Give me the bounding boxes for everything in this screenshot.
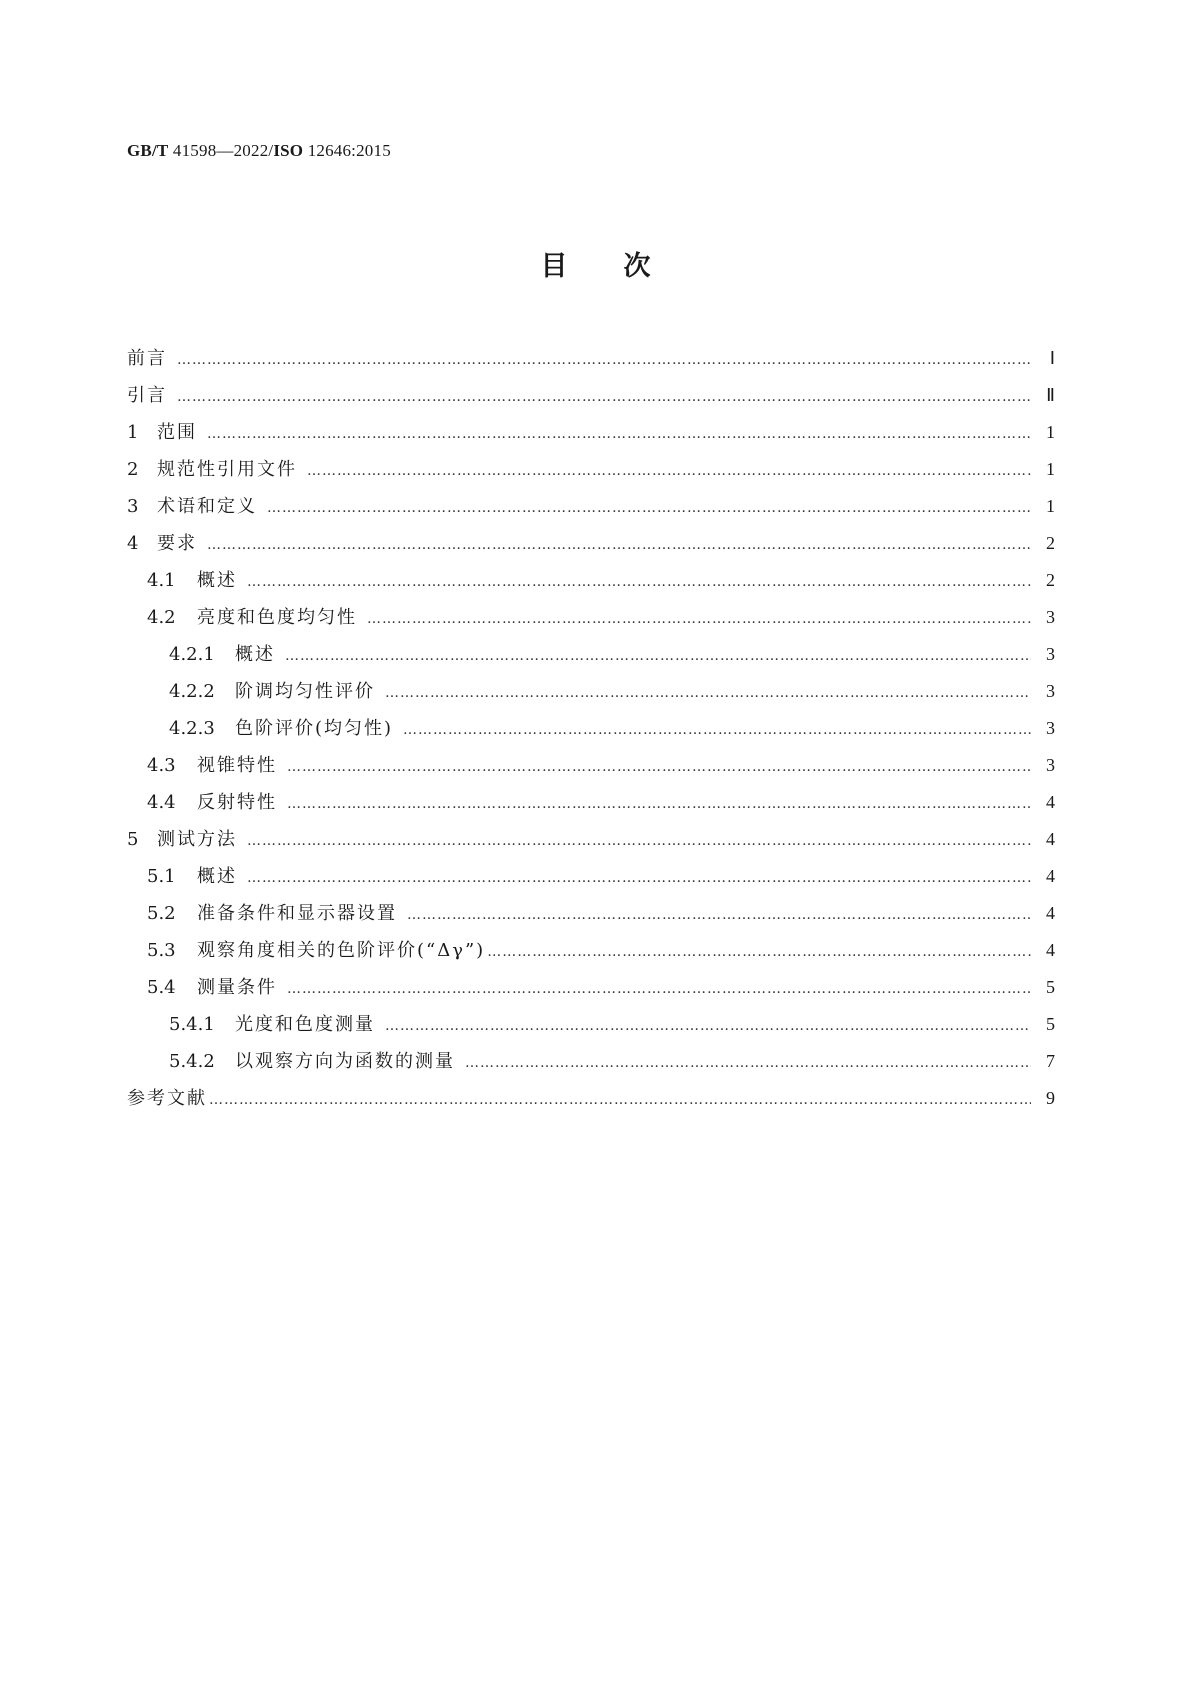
- toc-entry-page: 4: [1046, 792, 1055, 812]
- document-header: [127, 141, 391, 161]
- toc-entry-number: 5: [127, 829, 139, 850]
- toc-entry-page: 5: [1046, 1014, 1055, 1034]
- toc-entry-title: 概述: [197, 866, 237, 887]
- toc-entry-page: 7: [1046, 1051, 1055, 1071]
- toc-leader-dots: [385, 1008, 1031, 1045]
- toc-leader-dots: [287, 971, 1031, 1008]
- toc-entry-page: 1: [1046, 459, 1055, 479]
- toc-entry-number: 5.3: [147, 940, 176, 961]
- toc-entry-title: 概述: [197, 570, 237, 591]
- toc-leader-dots: [285, 638, 1031, 675]
- toc-entry-number: 5.1: [147, 866, 176, 887]
- toc-entry[interactable]: [127, 525, 1055, 562]
- toc-entry-title: 色阶评价(均匀性): [235, 718, 394, 739]
- toc-entry[interactable]: [127, 488, 1055, 525]
- toc-entry[interactable]: [127, 1043, 1055, 1080]
- toc-entry-title: 准备条件和显示器设置: [197, 903, 397, 924]
- toc-entry-page: 3: [1046, 644, 1055, 664]
- standard-number: 41598—2022/: [172, 141, 274, 160]
- toc-entry-page: 9: [1046, 1088, 1055, 1108]
- toc-leader-dots: [287, 749, 1031, 786]
- iso-number: 12646:2015: [307, 141, 391, 160]
- toc-leader-dots: [177, 342, 1031, 379]
- toc-entry-number: 5.4.1: [169, 1014, 215, 1035]
- toc-entry-page: 2: [1046, 533, 1055, 553]
- toc-leader-dots: [385, 675, 1031, 712]
- toc-entry[interactable]: [127, 599, 1055, 636]
- iso-prefix: ISO: [273, 141, 304, 160]
- toc-entry-page: 1: [1046, 422, 1055, 442]
- toc-leader-dots: [247, 564, 1031, 601]
- toc-entry-number: 4.2: [147, 607, 176, 628]
- toc-entry[interactable]: [127, 821, 1055, 858]
- toc-leader-dots: [403, 712, 1031, 749]
- toc-entry-page: 2: [1046, 570, 1055, 590]
- toc-entry[interactable]: [127, 451, 1055, 488]
- toc-entry-number: 5.4.2: [169, 1051, 215, 1072]
- toc-entry-number: 4: [127, 533, 139, 554]
- toc-entry-number: 5.4: [147, 977, 176, 998]
- standard-prefix: GB/T: [127, 141, 169, 160]
- page-title: 目次: [540, 251, 707, 282]
- toc-leader-dots: [287, 786, 1031, 823]
- toc-entry-title: 以观察方向为函数的测量: [235, 1051, 455, 1072]
- toc-entry[interactable]: [127, 969, 1055, 1006]
- toc-entry[interactable]: [127, 895, 1055, 932]
- toc-entry-title: 测试方法: [157, 829, 237, 850]
- toc-entry-number: 1: [127, 422, 139, 443]
- toc-entry-number: 4.4: [147, 792, 176, 813]
- toc-leader-dots: [465, 1045, 1031, 1082]
- toc-entry[interactable]: [127, 710, 1055, 747]
- toc-entry-page: 3: [1046, 607, 1055, 627]
- table-of-contents: [127, 340, 1055, 1117]
- toc-entry[interactable]: [127, 932, 1055, 969]
- toc-entry-number: 4.3: [147, 755, 176, 776]
- toc-leader-dots: [177, 379, 1031, 416]
- toc-entry[interactable]: [127, 673, 1055, 710]
- toc-leader-dots: [247, 860, 1031, 897]
- toc-entry-number: 3: [127, 496, 139, 517]
- toc-entry[interactable]: [127, 1006, 1055, 1043]
- toc-entry-page: 4: [1046, 903, 1055, 923]
- toc-entry-title: 视锥特性: [197, 755, 277, 776]
- toc-entry-title: 概述: [235, 644, 275, 665]
- toc-entry-title: 观察角度相关的色阶评价(“Δγ”): [197, 940, 486, 961]
- toc-entry-number: 4.2.3: [169, 718, 215, 739]
- toc-entry[interactable]: [127, 1080, 1055, 1117]
- toc-entry-title: 前言: [127, 348, 167, 369]
- toc-entry[interactable]: [127, 747, 1055, 784]
- toc-entry-title: 术语和定义: [157, 496, 257, 517]
- toc-entry-page: 3: [1046, 755, 1055, 775]
- toc-leader-dots: [367, 601, 1031, 638]
- toc-entry-title: 范围: [157, 422, 197, 443]
- toc-leader-dots: [247, 823, 1031, 860]
- toc-entry-number: 2: [127, 459, 139, 480]
- toc-entry[interactable]: [127, 562, 1055, 599]
- toc-entry[interactable]: [127, 784, 1055, 821]
- toc-entry-title: 反射特性: [197, 792, 277, 813]
- toc-leader-dots: [487, 934, 1031, 971]
- toc-entry-number: 5.2: [147, 903, 176, 924]
- toc-entry-title: 引言: [127, 385, 167, 406]
- toc-entry[interactable]: [127, 636, 1055, 673]
- toc-entry-title: 光度和色度测量: [235, 1014, 375, 1035]
- toc-leader-dots: [267, 490, 1031, 527]
- toc-entry-title: 测量条件: [197, 977, 277, 998]
- toc-leader-dots: [207, 527, 1031, 564]
- toc-entry-page: 1: [1046, 496, 1055, 516]
- toc-entry-page: Ⅱ: [1046, 385, 1055, 405]
- toc-leader-dots: [207, 416, 1031, 453]
- toc-leader-dots: [209, 1082, 1031, 1119]
- toc-entry-page: 3: [1046, 681, 1055, 701]
- toc-entry-title: 要求: [157, 533, 197, 554]
- toc-entry-page: Ⅰ: [1049, 348, 1055, 368]
- toc-leader-dots: [307, 453, 1031, 490]
- toc-entry-page: 5: [1046, 977, 1055, 997]
- toc-entry-page: 3: [1046, 718, 1055, 738]
- toc-entry-number: 4.2.1: [169, 644, 215, 665]
- toc-entry-number: 4.1: [147, 570, 176, 591]
- toc-entry-page: 4: [1046, 829, 1055, 849]
- toc-entry-title: 阶调均匀性评价: [235, 681, 375, 702]
- toc-entry[interactable]: [127, 858, 1055, 895]
- toc-entry-page: 4: [1046, 940, 1055, 960]
- toc-leader-dots: [407, 897, 1031, 934]
- toc-entry-number: 4.2.2: [169, 681, 215, 702]
- toc-entry-title: 参考文献: [127, 1088, 207, 1109]
- toc-entry[interactable]: [127, 414, 1055, 451]
- toc-entry[interactable]: [127, 340, 1055, 377]
- toc-entry[interactable]: [127, 377, 1055, 414]
- toc-entry-title: 亮度和色度均匀性: [197, 607, 357, 628]
- toc-entry-title: 规范性引用文件: [157, 459, 297, 480]
- toc-entry-page: 4: [1046, 866, 1055, 886]
